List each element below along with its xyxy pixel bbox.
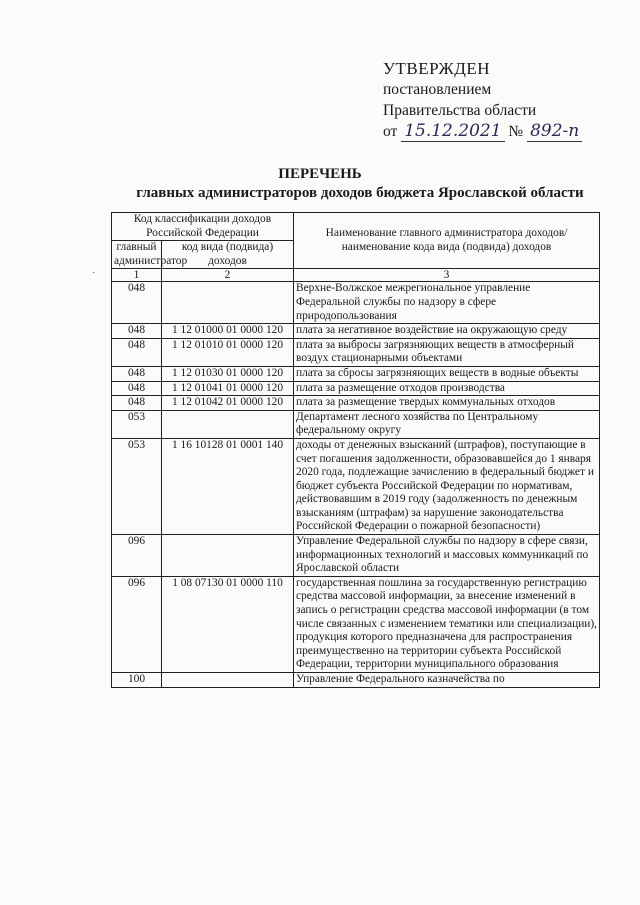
- revenue-name: государственная пошлина за государственную регистрацию средства массовой информации, за внесение изменений в запись о регистрации средства массовой информации (в том числе связанных с изменением тематики или специализации), продукция которого предназначена для распространения преимущественно на территории субъекта Российской Федерации, территории муниципального образования: [294, 576, 600, 672]
- revenue-name: Департамент лесного хозяйства по Центральному федеральному округу: [294, 410, 600, 438]
- table-row: [112, 673, 600, 688]
- col-number-3: 3: [294, 269, 600, 282]
- revenue-name: плата за сбросы загрязняющих веществ в водные объекты: [294, 366, 600, 381]
- admin-code: 053: [112, 438, 162, 534]
- approval-block: [383, 58, 582, 142]
- column-number-row: [112, 269, 600, 282]
- title-main: ПЕРЕЧЕНЬ: [278, 166, 362, 182]
- date-prefix: от: [383, 123, 398, 140]
- header-col2: код вида (подвида) доходов: [162, 241, 294, 269]
- col-number-2: 2: [162, 269, 294, 282]
- revenue-name: Верхне-Волжское межрегиональное управление Федеральной службы по надзору в сфере природопользования: [294, 282, 600, 324]
- header-group: Код классификации доходов Российской Федерации: [112, 213, 294, 241]
- revenue-name: плата за выбросы загрязняющих веществ в атмосферный воздух стационарными объектами: [294, 338, 600, 366]
- revenue-code: 1 12 01042 01 0000 120: [162, 396, 294, 411]
- table-row: [112, 338, 600, 366]
- revenue-name: Управление Федерального казначейства по: [294, 673, 600, 688]
- handwritten-number: 892-п: [527, 121, 582, 142]
- admin-code: 048: [112, 366, 162, 381]
- admin-code: 096: [112, 576, 162, 672]
- admin-code: 096: [112, 535, 162, 577]
- approval-line-2: Правительства области: [383, 102, 537, 119]
- revenue-code: 1 12 01010 01 0000 120: [162, 338, 294, 366]
- revenue-name: плата за негативное воздействие на окружающую среду: [294, 324, 600, 339]
- table-row: [112, 366, 600, 381]
- table-header-row: [112, 213, 600, 241]
- table-row: [112, 576, 600, 672]
- admin-code: 048: [112, 396, 162, 411]
- table-row: [112, 324, 600, 339]
- revenue-code: 1 08 07130 01 0000 110: [162, 576, 294, 672]
- header-col3: Наименование главного администратора доходов/наименование кода вида (подвида) доходов: [294, 213, 600, 269]
- table-row: [112, 282, 600, 324]
- revenue-name: плата за размещение твердых коммунальных отходов: [294, 396, 600, 411]
- revenue-code: [162, 282, 294, 324]
- admin-code: 100: [112, 673, 162, 688]
- document-title: [0, 165, 640, 203]
- table-row: [112, 381, 600, 396]
- approval-date-line: [383, 121, 582, 142]
- number-prefix: №: [508, 123, 524, 140]
- approval-stamp: УТВЕРЖДЕН: [383, 59, 490, 78]
- admin-code: 053: [112, 410, 162, 438]
- revenue-code: 1 16 10128 01 0001 140: [162, 438, 294, 534]
- revenue-admin-table: [111, 212, 600, 688]
- table-row: [112, 438, 600, 534]
- admin-code: 048: [112, 338, 162, 366]
- revenue-name: Управление Федеральной службы по надзору в сфере связи, информационных технологий и массовых коммуникаций по Ярославской области: [294, 535, 600, 577]
- approval-line-1: постановлением: [383, 81, 492, 98]
- admin-code: 048: [112, 381, 162, 396]
- revenue-code: 1 12 01000 01 0000 120: [162, 324, 294, 339]
- title-subtitle: главных администраторов доходов бюджета Ярославской области: [136, 185, 584, 201]
- margin-mark: ·: [92, 268, 96, 279]
- revenue-code: [162, 410, 294, 438]
- table-row: [112, 396, 600, 411]
- revenue-code: 1 12 01041 01 0000 120: [162, 381, 294, 396]
- admin-code: 048: [112, 324, 162, 339]
- revenue-code: [162, 673, 294, 688]
- revenue-name: плата за размещение отходов производства: [294, 381, 600, 396]
- revenue-name: доходы от денежных взысканий (штрафов), поступающие в счет погашения задолженности, образовавшейся до 1 января 2020 года, подлежащие зачислению в федеральный бюджет и бюджет субъекта Российской Федерации по нормативам, действовавшим в 2019 году (задолженность по денежным взысканиям (штрафам) за нарушение законодательства Российской Федерации о пожарной безопасности): [294, 438, 600, 534]
- revenue-code: 1 12 01030 01 0000 120: [162, 366, 294, 381]
- revenue-code: [162, 535, 294, 577]
- handwritten-date: 15.12.2021: [401, 121, 504, 142]
- table-row: [112, 535, 600, 577]
- table-row: [112, 410, 600, 438]
- col-number-1: 1: [112, 269, 162, 282]
- header-col1: главный администратор: [112, 241, 162, 269]
- admin-code: 048: [112, 282, 162, 324]
